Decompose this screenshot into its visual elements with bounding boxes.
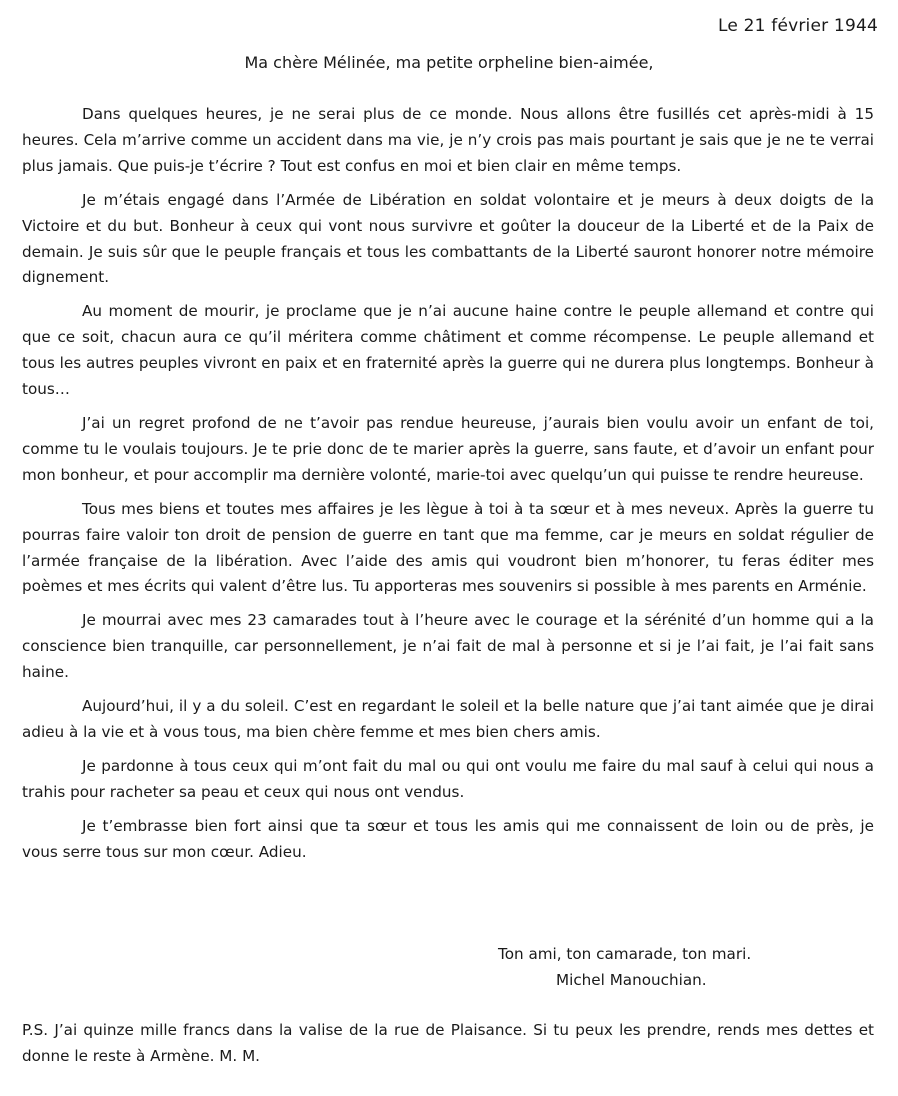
- paragraph: Au moment de mourir, je proclame que je n’ai aucune haine contre le peuple allemand et contre qui que ce soit, chacun aura ce qu’il méritera comme châtiment et comme récompense. Le peuple allemand et tous les autres peuples vivront en paix et en fraternité après la guerre qui ne durera plus longtemps. Bonheur à tous…: [22, 302, 874, 399]
- paragraph: Tous mes biens et toutes mes affaires je les lègue à toi à ta sœur et à mes neveux. Après la guerre tu pourras faire valoir ton droit de pension de guerre en tant que ma femme, car je meurs en soldat régulier de l’armée française de la libération. Avec l’aide des amis qui voudront bien m’honorer, tu feras éditer mes poèmes et mes écrits qui valent d’être lus. Tu apporteras mes souvenirs si possible à mes parents en Arménie.: [22, 499, 874, 596]
- paragraph: J’ai un regret profond de ne t’avoir pas rendue heureuse, j’aurais bien voulu avoir un enfant de toi, comme tu le voulais toujours. Je te prie donc de te marier après la guerre, sans faute, et d’avoir un enfant pour mon bonheur, et pour accomplir ma dernière volonté, marie-toi avec quelqu’un qui puisse te rendre heureuse.: [22, 413, 874, 484]
- paragraph: Je t’embrasse bien fort ainsi que ta sœur et tous les amis qui me connaissent de loin ou de près, je vous serre tous sur mon cœur. Adieu.: [22, 816, 874, 861]
- postscript: P.S. J’ai quinze mille francs dans la valise de la rue de Plaisance. Si tu peux les prendre, rends mes dettes et donne le reste à Armène. M. M.: [22, 1021, 874, 1065]
- letter-date: Le 21 février 1944: [717, 16, 878, 36]
- signature-name: Michel Manouchian.: [556, 971, 707, 989]
- letter-salutation: Ma chère Mélinée, ma petite orpheline bien-aimée,: [244, 53, 654, 72]
- paragraph: Je mourrai avec mes 23 camarades tout à l’heure avec le courage et la sérénité d’un homme qui a la conscience bien tranquille, car personnellement, je n’ai fait de mal à personne et si je l’ai fait, je l’ai fait sans haine.: [22, 611, 874, 682]
- paragraph: Je pardonne à tous ceux qui m’ont fait du mal ou qui ont voulu me faire du mal sauf à celui qui nous a trahis pour racheter sa peau et ceux qui nous ont vendus.: [22, 756, 874, 801]
- letter-body: [22, 102, 874, 873]
- paragraph: Aujourd’hui, il y a du soleil. C’est en regardant le soleil et la belle nature que j’ai tant aimée que je dirai adieu à la vie et à vous tous, ma bien chère femme et mes bien chers amis.: [22, 697, 874, 741]
- paragraph: Dans quelques heures, je ne serai plus de ce monde. Nous allons être fusillés cet après-midi à 15 heures. Cela m’arrive comme un accident dans ma vie, je n’y crois pas mais pourtant je sais que je ne te verrai plus jamais. Que puis-je t’écrire ? Tout est confus en moi et bien clair en même temps.: [22, 105, 874, 175]
- closing-line: Ton ami, ton camarade, ton mari.: [498, 945, 752, 963]
- paragraph: Je m’étais engagé dans l’Armée de Libération en soldat volontaire et je meurs à deux doigts de la Victoire et du but. Bonheur à ceux qui vont nous survivre et goûter la douceur de la Liberté et de la Paix de demain. Je suis sûr que le peuple français et tous les combattants de la Liberté sauront honorer notre mémoire dignement.: [22, 190, 874, 287]
